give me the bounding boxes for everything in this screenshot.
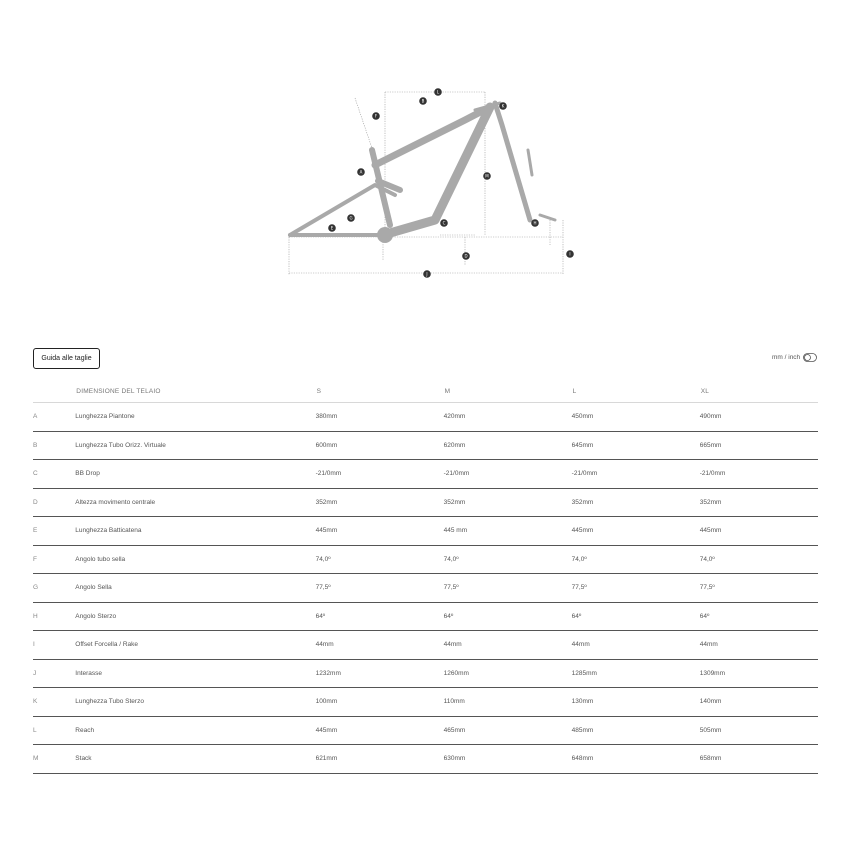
cell-size-m: 64º	[444, 602, 572, 631]
row-dimension-name: Angolo Sterzo	[75, 602, 315, 631]
dimension-lines	[289, 89, 563, 275]
cell-size-l: 445mm	[572, 517, 700, 546]
cell-size-m: 445 mm	[444, 517, 572, 546]
cell-size-xl: 64º	[700, 602, 818, 631]
row-dimension-name: Lunghezza Batticatena	[75, 517, 315, 546]
cell-size-xl: 352mm	[700, 488, 818, 517]
row-dimension-name: Reach	[75, 716, 315, 745]
cell-size-l: 645mm	[572, 431, 700, 460]
unit-toggle[interactable]	[772, 353, 817, 362]
table-row	[33, 403, 818, 432]
cell-size-s: 380mm	[316, 403, 444, 432]
cell-size-l: 450mm	[572, 403, 700, 432]
svg-text:K: K	[501, 103, 505, 109]
svg-text:J: J	[426, 271, 428, 277]
cell-size-s: 600mm	[316, 431, 444, 460]
toggle-switch-icon[interactable]	[803, 353, 817, 362]
row-dimension-name: Stack	[75, 745, 315, 774]
cell-size-xl: 505mm	[700, 716, 818, 745]
marker-G	[347, 214, 355, 222]
cell-size-m: 352mm	[444, 488, 572, 517]
cell-size-s: 621mm	[316, 745, 444, 774]
cell-size-l: 44mm	[572, 631, 700, 660]
svg-text:D: D	[464, 253, 468, 259]
marker-I	[566, 250, 574, 258]
cell-size-m: 110mm	[444, 688, 572, 717]
cell-size-xl: 140mm	[700, 688, 818, 717]
cell-size-xl: 74,0º	[700, 545, 818, 574]
unit-toggle-label: mm / inch	[772, 354, 801, 361]
row-letter: D	[33, 488, 75, 517]
header-size-xl: XL	[700, 380, 818, 403]
cell-size-s: 445mm	[316, 716, 444, 745]
cell-size-xl: 658mm	[700, 745, 818, 774]
row-letter: C	[33, 460, 75, 489]
marker-M	[483, 172, 491, 180]
marker-F	[372, 112, 380, 120]
table-row	[33, 574, 818, 603]
marker-A	[357, 168, 365, 176]
cell-size-l: 1285mm	[572, 659, 700, 688]
cell-size-m: 77,5º	[444, 574, 572, 603]
size-guide-button[interactable]: Guida alle taglie	[33, 348, 100, 369]
cell-size-m: 620mm	[444, 431, 572, 460]
row-letter: K	[33, 688, 75, 717]
header-size-l: L	[572, 380, 700, 403]
marker-D	[462, 252, 470, 260]
cell-size-m: -21/0mm	[444, 460, 572, 489]
cell-size-l: -21/0mm	[572, 460, 700, 489]
row-dimension-name: Lunghezza Tubo Orizz. Virtuale	[75, 431, 315, 460]
frame-geometry-diagram	[280, 85, 580, 285]
marker-H	[531, 219, 539, 227]
cell-size-xl: 1309mm	[700, 659, 818, 688]
row-dimension-name: Angolo Sella	[75, 574, 315, 603]
cell-size-xl: 665mm	[700, 431, 818, 460]
table-row	[33, 716, 818, 745]
marker-B	[419, 97, 427, 105]
cell-size-xl: 490mm	[700, 403, 818, 432]
cell-size-m: 1260mm	[444, 659, 572, 688]
table-row	[33, 460, 818, 489]
row-dimension-name: Lunghezza Tubo Sterzo	[75, 688, 315, 717]
cell-size-l: 352mm	[572, 488, 700, 517]
cell-size-m: 465mm	[444, 716, 572, 745]
svg-text:C: C	[442, 220, 446, 226]
row-letter: F	[33, 545, 75, 574]
cell-size-s: 352mm	[316, 488, 444, 517]
svg-text:H: H	[533, 220, 537, 226]
row-letter: G	[33, 574, 75, 603]
cell-size-m: 630mm	[444, 745, 572, 774]
row-letter: J	[33, 659, 75, 688]
cell-size-s: 44mm	[316, 631, 444, 660]
table-row	[33, 488, 818, 517]
table-row	[33, 631, 818, 660]
row-dimension-name: Offset Forcella / Rake	[75, 631, 315, 660]
header-frame-dimension: DIMENSIONE DEL TELAIO	[75, 380, 315, 403]
cell-size-xl: 44mm	[700, 631, 818, 660]
marker-L	[434, 88, 442, 96]
row-dimension-name: Lunghezza Piantone	[75, 403, 315, 432]
cell-size-s: -21/0mm	[316, 460, 444, 489]
table-row	[33, 745, 818, 774]
svg-text:B: B	[421, 98, 425, 104]
row-dimension-name: Angolo tubo sella	[75, 545, 315, 574]
cell-size-s: 100mm	[316, 688, 444, 717]
marker-E	[328, 224, 336, 232]
cell-size-xl: 77,5º	[700, 574, 818, 603]
marker-C	[440, 219, 448, 227]
row-letter: B	[33, 431, 75, 460]
cell-size-l: 485mm	[572, 716, 700, 745]
table-row	[33, 602, 818, 631]
cell-size-l: 648mm	[572, 745, 700, 774]
table-row	[33, 431, 818, 460]
row-letter: L	[33, 716, 75, 745]
cell-size-s: 64º	[316, 602, 444, 631]
svg-text:E: E	[330, 225, 334, 231]
cell-size-m: 74,0º	[444, 545, 572, 574]
geometry-table	[33, 380, 818, 774]
row-letter: M	[33, 745, 75, 774]
svg-text:I: I	[569, 251, 571, 257]
header-size-m: M	[444, 380, 572, 403]
header-size-s: S	[316, 380, 444, 403]
table-header-row	[33, 380, 818, 403]
row-letter: I	[33, 631, 75, 660]
bike-frame	[290, 103, 555, 243]
cell-size-m: 44mm	[444, 631, 572, 660]
svg-text:G: G	[349, 215, 353, 221]
row-dimension-name: BB Drop	[75, 460, 315, 489]
cell-size-s: 1232mm	[316, 659, 444, 688]
cell-size-l: 130mm	[572, 688, 700, 717]
row-letter: H	[33, 602, 75, 631]
row-letter: A	[33, 403, 75, 432]
header-letter	[33, 380, 75, 403]
row-letter: E	[33, 517, 75, 546]
marker-J	[423, 270, 431, 278]
row-dimension-name: Altezza movimento centrale	[75, 488, 315, 517]
cell-size-s: 77,5º	[316, 574, 444, 603]
svg-text:L: L	[436, 89, 440, 95]
cell-size-l: 64º	[572, 602, 700, 631]
cell-size-l: 74,0º	[572, 545, 700, 574]
table-row	[33, 659, 818, 688]
cell-size-xl: -21/0mm	[700, 460, 818, 489]
cell-size-s: 445mm	[316, 517, 444, 546]
cell-size-m: 420mm	[444, 403, 572, 432]
cell-size-s: 74,0º	[316, 545, 444, 574]
table-row	[33, 688, 818, 717]
row-dimension-name: Interasse	[75, 659, 315, 688]
cell-size-l: 77,5º	[572, 574, 700, 603]
cell-size-xl: 445mm	[700, 517, 818, 546]
marker-K	[499, 102, 507, 110]
table-row	[33, 517, 818, 546]
svg-text:A: A	[359, 169, 363, 175]
svg-text:M: M	[485, 173, 489, 179]
svg-text:F: F	[374, 113, 378, 119]
table-row	[33, 545, 818, 574]
